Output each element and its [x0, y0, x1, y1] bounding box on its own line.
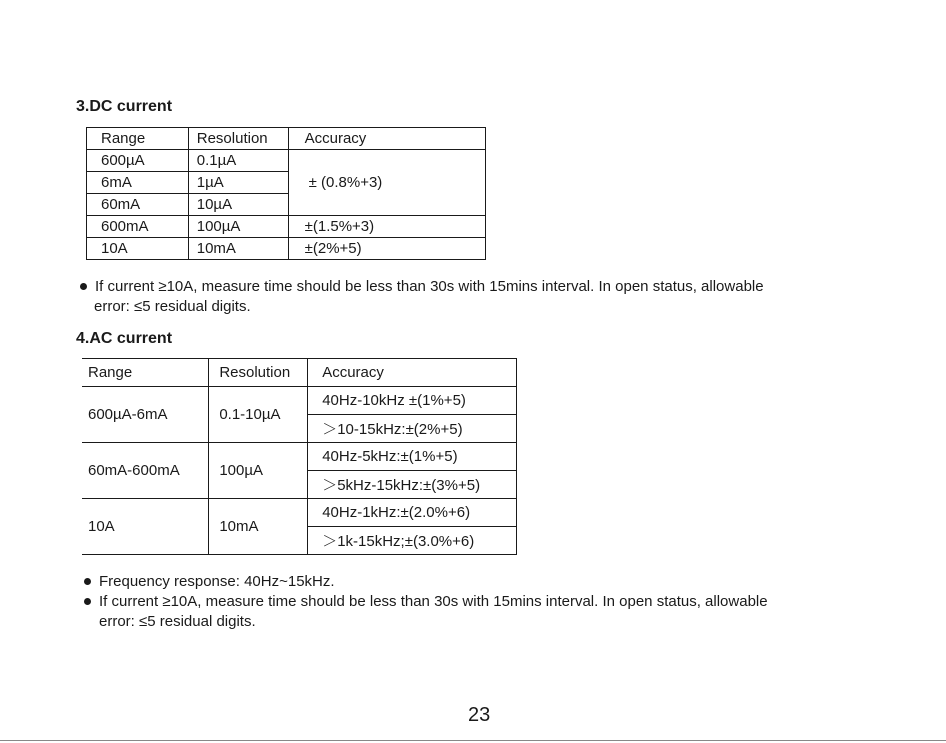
table-row [87, 216, 486, 238]
accuracy-cell: ±(2%+5) [288, 238, 485, 260]
header-resolution: Resolution [209, 359, 308, 387]
page-bottom-rule [0, 740, 946, 741]
bullet-icon [84, 578, 91, 585]
header-range: Range [87, 128, 189, 150]
header-accuracy: Accuracy [288, 128, 485, 150]
range-cell: 60mA [87, 194, 189, 216]
accuracy-cell: 40Hz-10kHz ±(1%+5) [308, 387, 517, 415]
range-cell: 600µA-6mA [82, 387, 209, 443]
range-cell: 600mA [87, 216, 189, 238]
header-range: Range [82, 359, 209, 387]
accuracy-cell: ±(1.5%+3) [288, 216, 485, 238]
table-row [87, 238, 486, 260]
dc-note [80, 277, 764, 317]
header-resolution: Resolution [188, 128, 288, 150]
accuracy-cell: ＞5kHz-15kHz:±(3%+5) [308, 471, 517, 499]
accuracy-cell: 40Hz-5kHz:±(1%+5) [308, 443, 517, 471]
table-header-row [87, 128, 486, 150]
accuracy-cell: 40Hz-1kHz:±(2.0%+6) [308, 499, 517, 527]
bullet-icon [80, 283, 87, 290]
resolution-cell: 100µA [188, 216, 288, 238]
ac-current-heading: 4.AC current [76, 330, 173, 347]
resolution-cell: 0.1µA [188, 150, 288, 172]
dc-current-heading: 3.DC current [76, 98, 173, 115]
accuracy-cell: ＞10-15kHz:±(2%+5) [308, 415, 517, 443]
range-cell: 10A [82, 499, 209, 555]
resolution-cell: 1µA [188, 172, 288, 194]
ac-current-table [82, 358, 517, 555]
range-cell: 600µA [87, 150, 189, 172]
resolution-cell: 10mA [188, 238, 288, 260]
ac-note1: Frequency response: 40Hz~15kHz. [99, 573, 335, 590]
ac-notes [84, 572, 768, 632]
table-row [82, 387, 517, 415]
table-row [82, 499, 517, 527]
resolution-cell: 10µA [188, 194, 288, 216]
header-accuracy: Accuracy [308, 359, 517, 387]
accuracy-merged-cell: ± (0.8%+3) [288, 150, 485, 216]
resolution-cell: 0.1-10µA [209, 387, 308, 443]
bullet-icon [84, 598, 91, 605]
table-row [82, 443, 517, 471]
range-cell: 10A [87, 238, 189, 260]
resolution-cell: 10mA [209, 499, 308, 555]
table-header-row [82, 359, 517, 387]
range-cell: 6mA [87, 172, 189, 194]
dc-note-line2: error: ≤5 residual digits. [94, 298, 251, 315]
table-row [87, 150, 486, 172]
dc-current-table [86, 127, 486, 260]
ac-note2-line2: error: ≤5 residual digits. [99, 613, 256, 630]
accuracy-cell: ＞1k-15kHz;±(3.0%+6) [308, 527, 517, 555]
resolution-cell: 100µA [209, 443, 308, 499]
range-cell: 60mA-600mA [82, 443, 209, 499]
ac-note2-line1: If current ≥10A, measure time should be less than 30s with 15mins interval. In open status, allowable [99, 593, 768, 610]
page-number: 23 [468, 704, 491, 726]
dc-note-line1: If current ≥10A, measure time should be less than 30s with 15mins interval. In open status, allowable [95, 278, 764, 295]
